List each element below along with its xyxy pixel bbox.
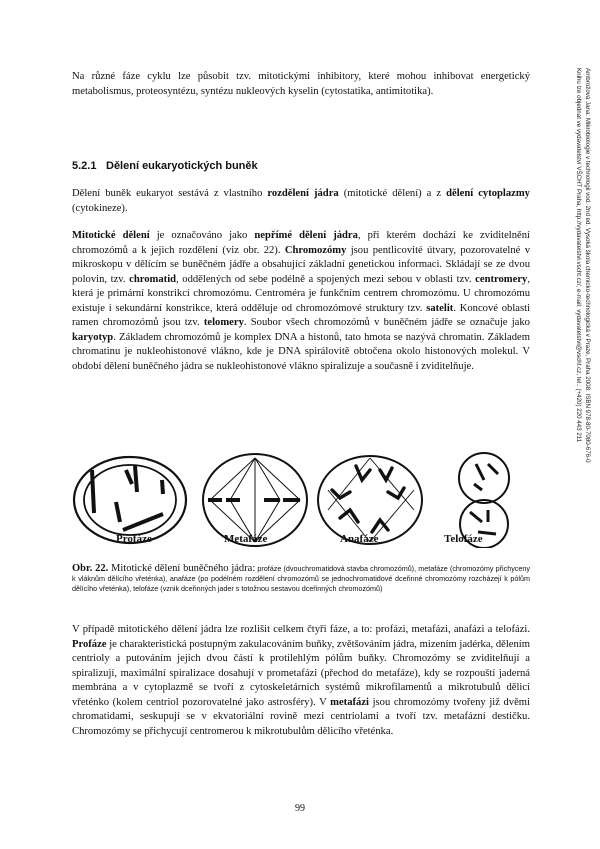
text-run: V případě mitotického dělení jádra lze rozlišit celkem čtyři fáze, a to: profázi, metafázi, anafázi a telofázi. [72,624,530,635]
label-prophase: Profáze [116,533,152,545]
text-run: . Základem chromozómů je komplex DNA a histonů, tato hmota se nazývá chromatin. Základem chromatinu je nukleohistonové vlákno, kde je DNA spirálovitě obtočena okolo histonových molekul. V období dělení buněčného jádra se nukleohistonové vlákno spiralizuje a současně i zviditelňuje. [72,331,530,372]
label-anaphase: Anafáze [340,533,379,545]
term-bold: metafázi [330,696,369,708]
text-run: . Koncové oblasti ramen chromozómů jsou tzv. [72,302,531,328]
text-run: (mitotické dělení) a z [338,188,447,199]
term-bold: dělení cytoplazmy [446,188,530,199]
section-number: 5.2.1 [72,160,97,172]
caption-lead: Mitotické dělení buněčného jádra: [108,563,256,574]
paragraph-mitosis [72,229,530,374]
term-bold: karyotyp [72,331,114,343]
prophase-cell [74,457,186,543]
term-bold: satelit [426,302,454,314]
label-metaphase: Metafáze [224,533,268,545]
term-bold: Mitotické dělení [72,230,150,241]
page-number: 99 [295,803,305,814]
caption-label: Obr. 22. [72,563,109,574]
citation-sidebar [556,68,592,628]
text-run: jsou chromozómy tvořeny již dvěmi chromatidami, seskupují se v ekvatoriální rovině mezi centriolami a tvoří tzv. metafázní destičku. Chromozómy se přichycují centromerou k mikrotubulům dělicího vřeténka. [72,696,530,737]
text-run: , která je primární konstrikcí chromozómu. Centroméra je funkčním centrem chromozómu. U chromozómu existuje i sekundární konstrikce, která odděluje od chromozómové struktury tzv. [72,273,530,314]
text-run: Dělení buněk eukaryot sestává z vlastního [72,188,268,199]
order-info-line: Knihu lze objednat ve vydavatelství VŠCHT Praha, http://vydavatelstvi.vscht.cz/, e-mail: vydavatelstvi@vscht.cz, tel.: (+420) 220 443 211 [575,68,582,443]
intro-paragraph: Na různé fáze cyklu lze působit tzv. mitotickými inhibitory, které mohou inhibovat energetický metabolismus, proteosyntézu, syntézu nukleových kyselin (cytostatika, antimitotika). [72,71,530,97]
paragraph-phases [72,623,530,739]
term-bold: Chromozómy [284,244,347,256]
term-bold: rozdělení jádra [267,188,339,199]
text-run: , oddělených od sebe podélně a spojených mezi sebou v oblasti tzv. [176,273,476,285]
text-run: , při kterém dochází ke zviditelnění chromozómů a k jejich rozdělení (viz obr. 22). [72,230,530,256]
text-run: je charakteristická postupným zakulacováním buňky, zvětšováním jádra, mizením jadérka, dělením centrioly a putováním jejich dvou částí k protilehlým pólům buňky. Chromozómy se zviditelňují a spiralizují, maximální spiralizace dosahují v prometafázi (přechod do metafáze), kdy se rozpouští jaderná membrána a v cytoplazmě se tvoří z cytoskeletárních systémů mikrofilamentů a mikrotubulů dělicí vřeténko (kolem centriol pozorovatelné jako astrosféry). V [72,638,530,708]
section-title: Dělení eukaryotických buněk [106,160,258,172]
figure-caption [72,564,530,594]
term-bold: Profáze [72,638,107,650]
paragraph-division [72,187,530,216]
section-heading [72,160,258,172]
text-run: jsou pentlicovité útvary, pozorovatelné v mikroskopu v dělícím se buněčném jádře a obsahující základní genetickou informaci. Skládají se ze dvou polovin, tzv. [72,244,530,285]
term-bold: telomery [203,317,244,328]
caption-text: profáze (dvouchromatidová stavba chromozómů), metafáze (chromozómy přichyceny k vláknům dělícího vřeténka), anafáze (po podélném rozdělení chromozómů se jednochromatidové dceřinné chromozómy rozcházejí k pólům dělícího vřeténka), telofáze (vznik dceřinných jader s totožnou sestavou dceřinných chromozómů) [72,564,530,593]
label-telophase: Telofáze [444,533,483,545]
term-bold: centromery [475,273,528,285]
citation-line: Ambrožová Jana: Mikrobiologie v technologii vod. 2nd ed. Vysoká škola chemicko-technologická v Praze, Praha 2008. ISBN 978-80-7080-676-0 [584,68,591,463]
text-run: . Soubor všech chromozómů v buněčném jádře se označuje jako [243,317,530,328]
anaphase-cell [318,456,422,544]
text-run: je označováno jako [149,230,255,241]
text-run: (cytokineze). [72,202,128,214]
term-bold: nepřímé dělení jádra [254,230,358,241]
term-bold: chromatid [129,273,177,285]
